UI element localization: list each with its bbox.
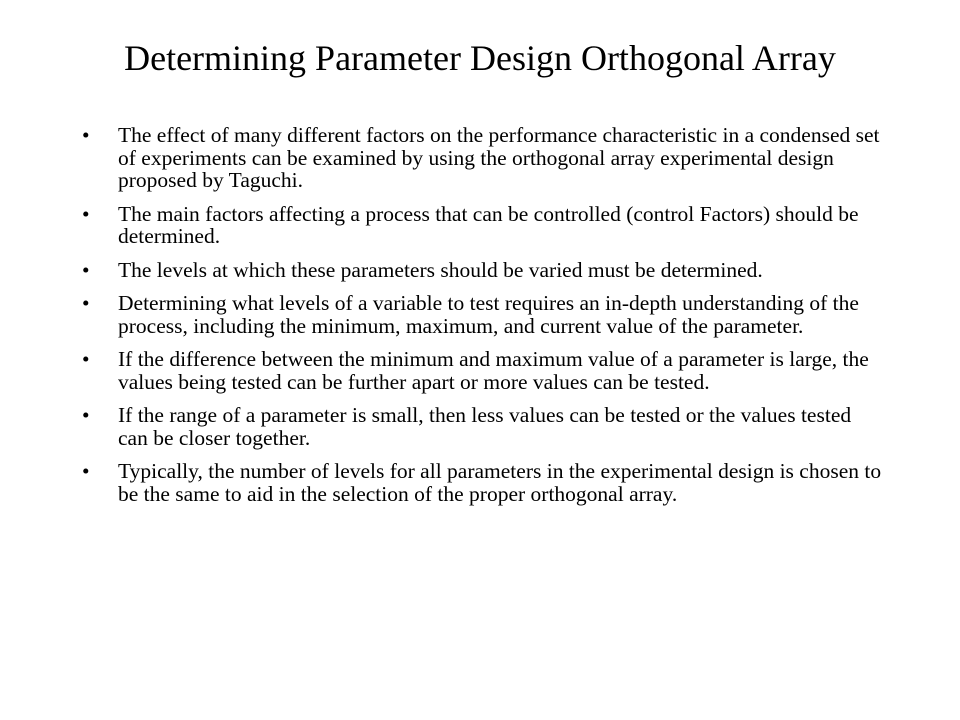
bullet-item [82, 124, 882, 192]
bullet-icon: • [82, 403, 90, 427]
bullet-item [82, 460, 882, 505]
bullet-item [82, 348, 882, 393]
bullet-text: The main factors affecting a process that can be controlled (control Factors) should be determined. [118, 201, 859, 248]
bullet-list [82, 124, 882, 516]
bullet-text: Determining what levels of a variable to test requires an in-depth understanding of the process, including the minimum, maximum, and current value of the parameter. [118, 291, 859, 338]
bullet-icon: • [82, 347, 90, 371]
bullet-item [82, 203, 882, 248]
bullet-text: If the range of a parameter is small, then less values can be tested or the values tested can be closer together. [118, 403, 852, 450]
bullet-item [82, 259, 882, 282]
slide-title: Determining Parameter Design Orthogonal Array [124, 38, 836, 78]
bullet-icon: • [82, 291, 90, 315]
bullet-text: The levels at which these parameters should be varied must be determined. [118, 257, 763, 282]
bullet-icon: • [82, 257, 90, 282]
bullet-icon: • [82, 459, 90, 483]
bullet-text: If the difference between the minimum and maximum value of a parameter is large, the values being tested can be further apart or more values can be tested. [118, 347, 869, 394]
bullet-item [82, 404, 882, 449]
bullet-icon: • [82, 123, 90, 147]
bullet-item [82, 292, 882, 337]
bullet-text: Typically, the number of levels for all parameters in the experimental design is chosen to be the same to aid in the selection of the proper orthogonal array. [118, 459, 882, 506]
bullet-text: The effect of many different factors on the performance characteristic in a condensed set of experiments can be examined by using the orthogonal array experimental design proposed by Taguchi. [118, 123, 880, 192]
bullet-icon: • [82, 201, 90, 226]
